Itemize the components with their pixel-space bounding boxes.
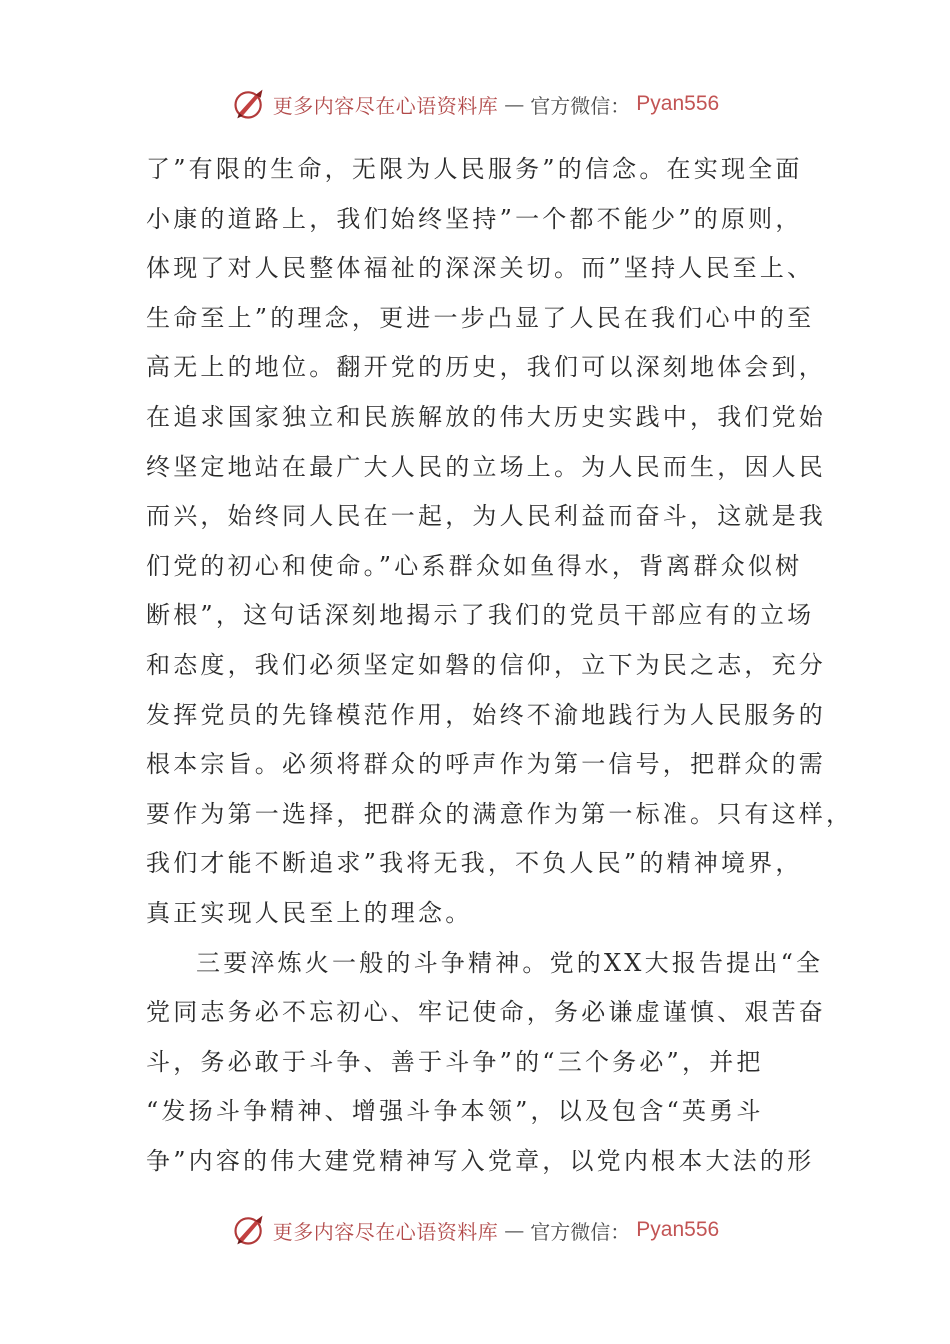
body-line: 断根”，这句话深刻地揭示了我们的党员干部应有的立场 [146,601,815,630]
body-line: 们党的初心和使命。”心系群众如鱼得水，背离群众似树 [146,551,803,580]
body-line: 了”有限的生命，无限为人民服务”的信念。在实现全面 [146,155,803,183]
header-banner-wechat-id: Pyan556 [636,92,720,115]
header-banner-dash: — [504,92,525,116]
paragraph-start-line: 三要淬炼火一般的斗争精神。党的XX大报告提出“全 [196,948,824,977]
body-line: 小康的道路上，我们始终坚持”一个都不能少”的原则， [146,204,803,233]
body-line: 发挥党员的先锋模范作用，始终不渝地践行为人民服务的 [146,700,826,729]
body-line: 要作为第一选择，把群众的满意作为第一标准。只有这样， [146,799,854,828]
pen-logo-icon [231,86,267,122]
body-line: 我们才能不断追求”我将无我，不负人民”的精神境界， [146,849,803,878]
body-line: 体现了对人民整体福祉的深深关切。而”坚持人民至上、 [146,254,815,283]
header-banner-wechat-label: 官方微信： [530,93,631,118]
body-line: 在追求国家独立和民族解放的伟大历史实践中，我们党始 [146,402,826,431]
footer-banner-wechat-label: 官方微信： [530,1219,631,1244]
footer-banner [0,1208,950,1252]
body-line: 斗，务必敢于斗争、善于斗争”的“三个务必”，并把 [146,1047,764,1076]
document-body [146,145,854,1186]
body-line: 终坚定地站在最广大人民的立场上。为人民而生，因人民 [146,452,826,481]
body-line: 高无上的地位。翻开党的历史，我们可以深刻地体会到， [146,353,826,382]
body-line: 和态度，我们必须坚定如磐的信仰，立下为民之志，充分 [146,650,826,679]
header-banner-text: 更多内容尽在心语资料库 [272,93,499,118]
body-line: 真正实现人民至上的理念。 [146,898,473,927]
body-line: 争”内容的伟大建党精神写入党章，以党内根本大法的形 [146,1146,815,1175]
body-line: 根本宗旨。必须将群众的呼声作为第一信号，把群众的需 [146,750,826,779]
footer-banner-wechat-id: Pyan556 [636,1218,720,1241]
body-line: 生命至上”的理念，更进一步凸显了人民在我们心中的至 [146,303,815,332]
pen-logo-icon [231,1212,267,1248]
footer-banner-text: 更多内容尽在心语资料库 [272,1219,499,1244]
body-line: 党同志务必不忘初心、牢记使命，务必谦虚谨慎、艰苦奋 [146,998,826,1027]
body-line: “发扬斗争精神、增强斗争本领”，以及包含“英勇斗 [146,1097,764,1126]
footer-banner-dash: — [504,1218,525,1242]
header-banner [0,82,950,126]
body-line: 而兴，始终同人民在一起，为人民利益而奋斗，这就是我 [146,502,826,531]
